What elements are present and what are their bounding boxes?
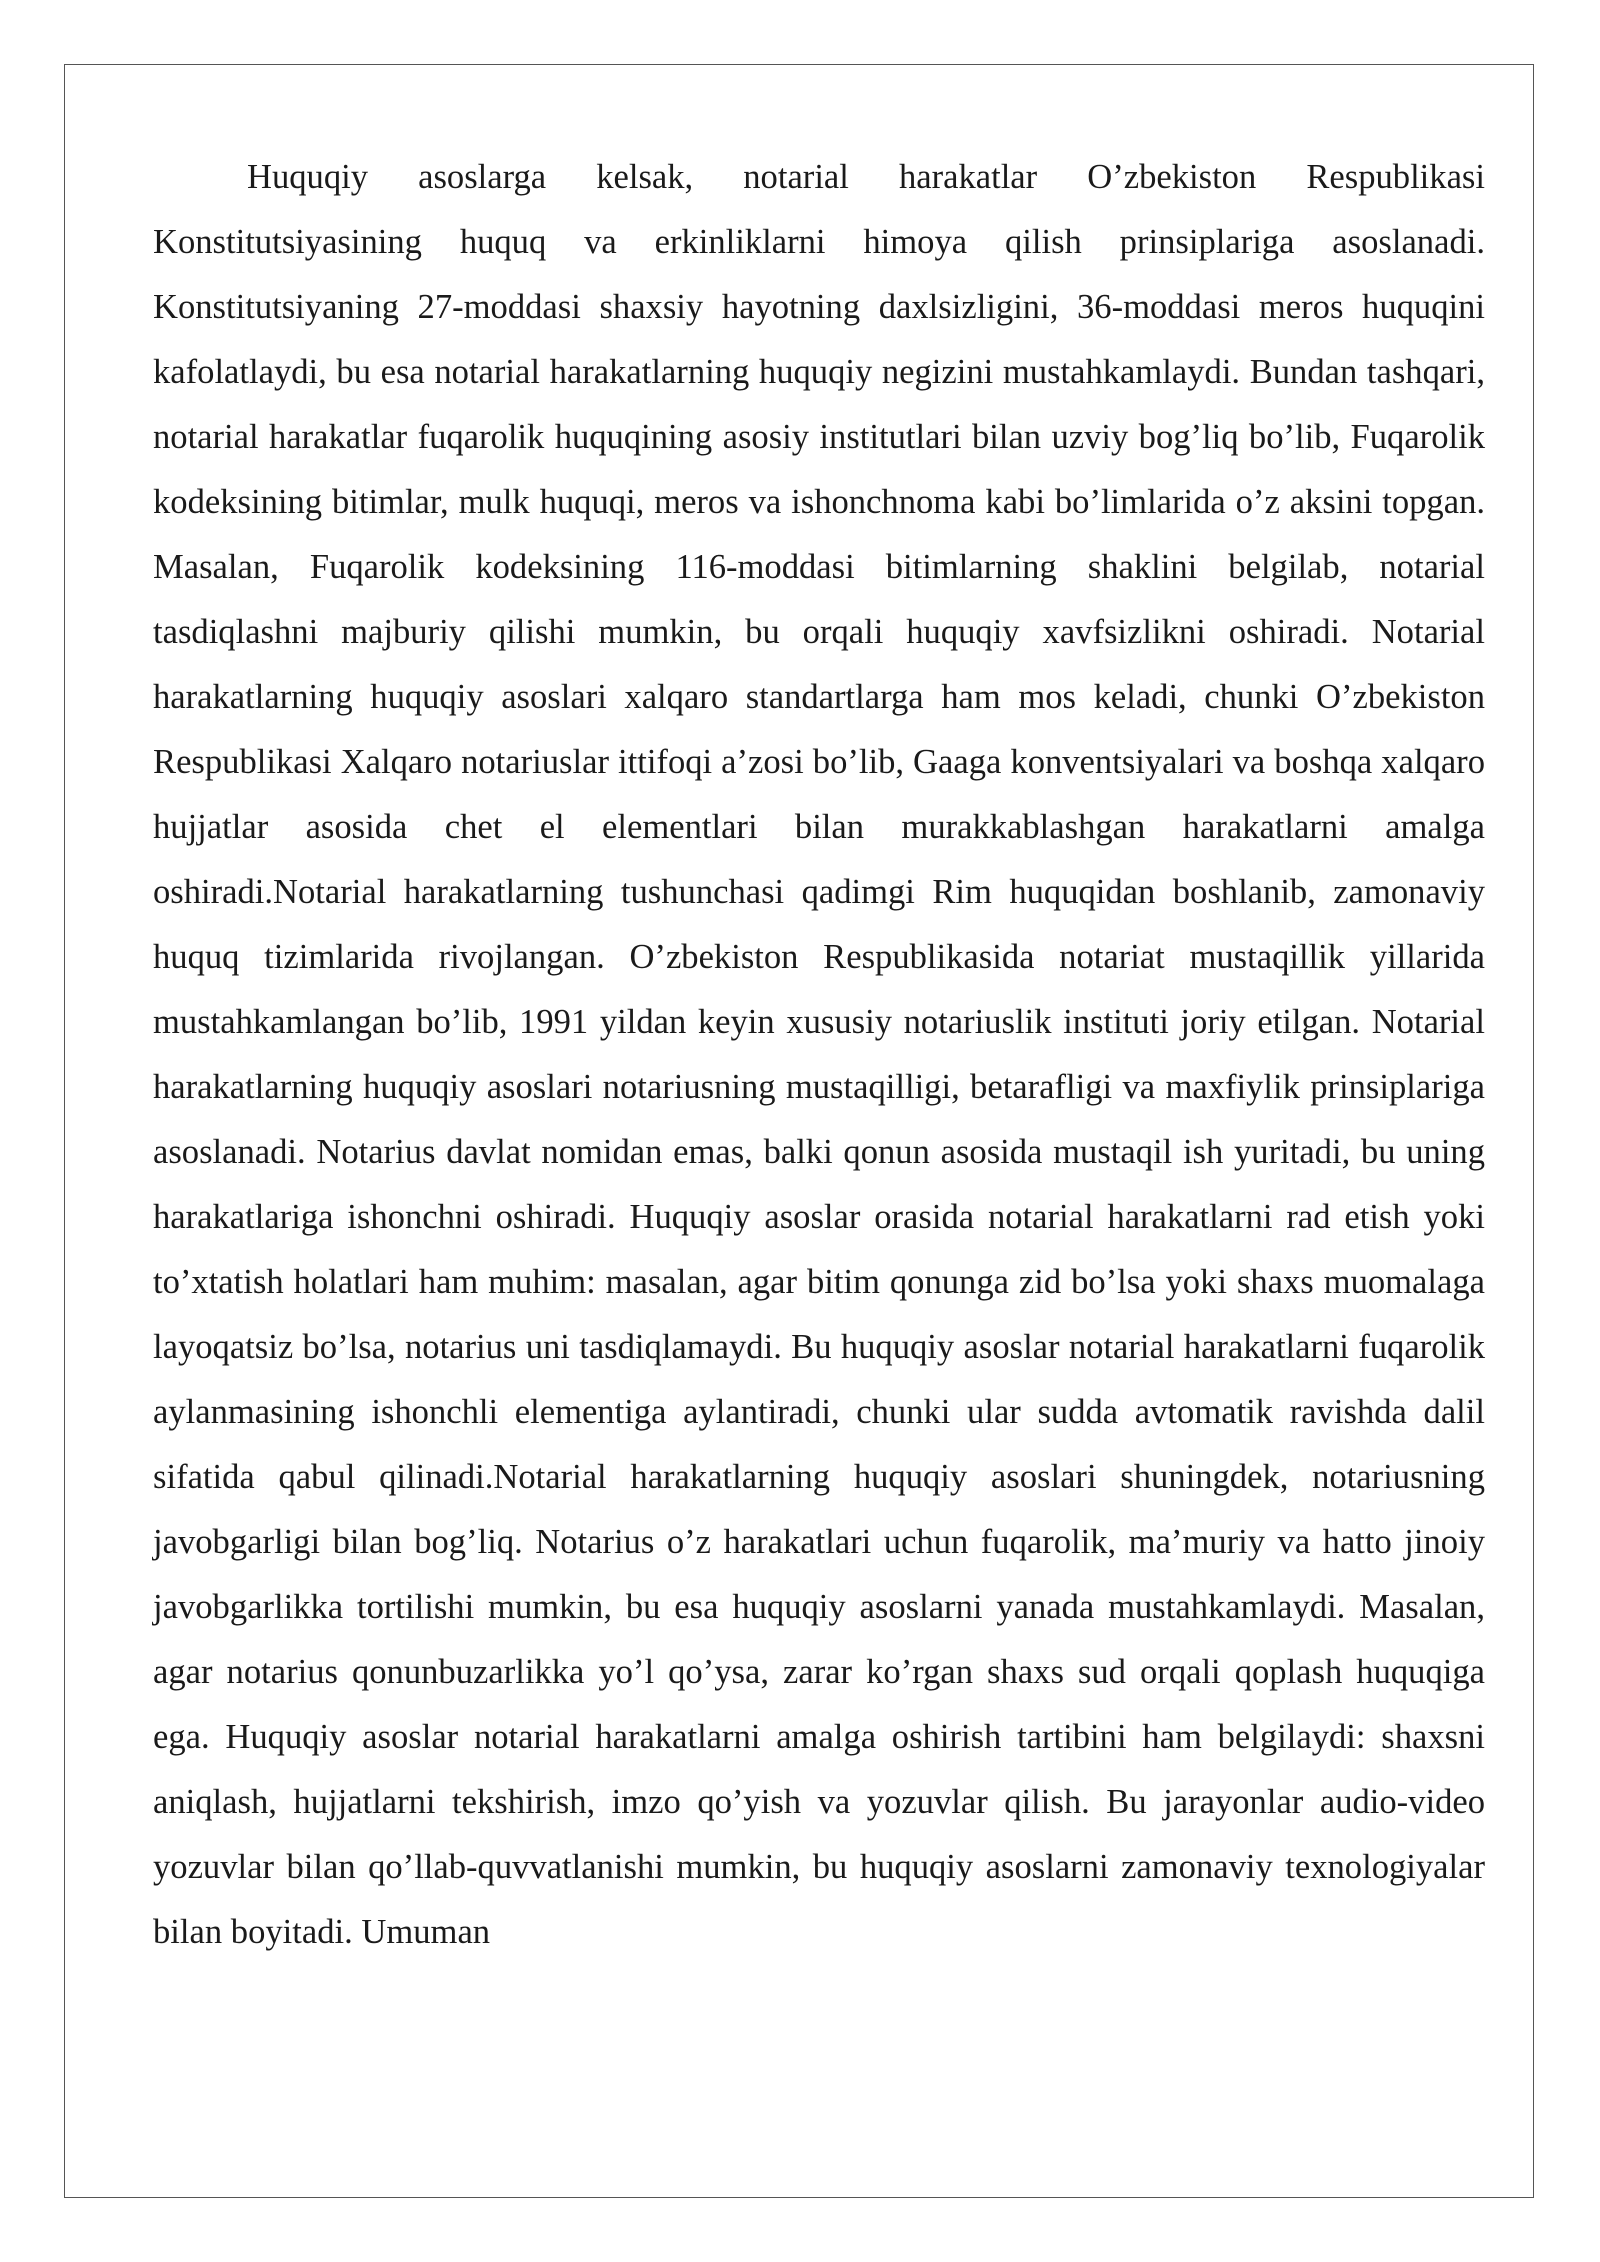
- body-paragraph: Huquqiy asoslarga kelsak, notarial harakatlar O’zbekiston Respublikasi Konstitutsiyasining huquq va erkinliklarni himoya qilish prinsiplariga asoslanadi. Konstitutsiyaning 27-moddasi shaxsiy hayotning daxlsizligini, 36-moddasi meros huquqini kafolatlaydi, bu esa notarial harakatlarning huquqiy negizini mustahkamlaydi. Bundan tashqari, notarial harakatlar fuqarolik huquqining asosiy institutlari bilan uzviy bog’liq bo’lib, Fuqarolik kodeksining bitimlar, mulk huquqi, meros va ishonchnoma kabi bo’limlarida o’z aksini topgan. Masalan, Fuqarolik kodeksining 116-moddasi bitimlarning shaklini belgilab, notarial tasdiqlashni majburiy qilishi mumkin, bu orqali huquqiy xavfsizlikni oshiradi. Notarial harakatlarning huquqiy asoslari xalqaro standartlarga ham mos keladi, chunki O’zbekiston Respublikasi Xalqaro notariuslar ittifoqi a’zosi bo’lib, Gaaga konventsiyalari va boshqa xalqaro hujjatlar asosida chet el elementlari bilan murakkablashgan harakatlarni amalga oshiradi.Notarial harakatlarning tushunchasi qadimgi Rim huquqidan boshlanib, zamonaviy huquq tizimlarida rivojlangan. O’zbekiston Respublikasida notariat mustaqillik yillarida mustahkamlangan bo’lib, 1991 yildan keyin xususiy notariuslik instituti joriy etilgan. Notarial harakatlarning huquqiy asoslari notariusning mustaqilligi, betarafligi va maxfiylik prinsiplariga asoslanadi. Notarius davlat nomidan emas, balki qonun asosida mustaqil ish yuritadi, bu uning harakatlariga ishonchni oshiradi. Huquqiy asoslar orasida notarial harakatlarni rad etish yoki to’xtatish holatlari ham muhim: masalan, agar bitim qonunga zid bo’lsa yoki shaxs muomalaga layoqatsiz bo’lsa, notarius uni tasdiqlamaydi. Bu huquqiy asoslar notarial harakatlarni fuqarolik aylanmasining ishonchli elementiga aylantiradi, chunki ular sudda avtomatik ravishda dalil sifatida qabul qilinadi.Notarial harakatlarning huquqiy asoslari shuningdek, notariusning javobgarligi bilan bog’liq. Notarius o’z harakatlari uchun fuqarolik, ma’muriy va hatto jinoiy javobgarlikka tortilishi mumkin, bu esa huquqiy asoslarni yanada mustahkamlaydi. Masalan, agar notarius qonunbuzarlikka yo’l qo’ysa, zarar ko’rgan shaxs sud orqali qoplash huquqiga ega. Huquqiy asoslar notarial harakatlarni amalga oshirish tartibini ham belgilaydi: shaxsni aniqlash, hujjatlarni tekshirish, imzo qo’yish va yozuvlar qilish. Bu jarayonlar audio-video yozuvlar bilan qo’llab-quvvatlanishi mumkin, bu huquqiy asoslarni zamonaviy texnologiyalar bilan boyitadi. Umuman: [153, 158, 1485, 1951]
